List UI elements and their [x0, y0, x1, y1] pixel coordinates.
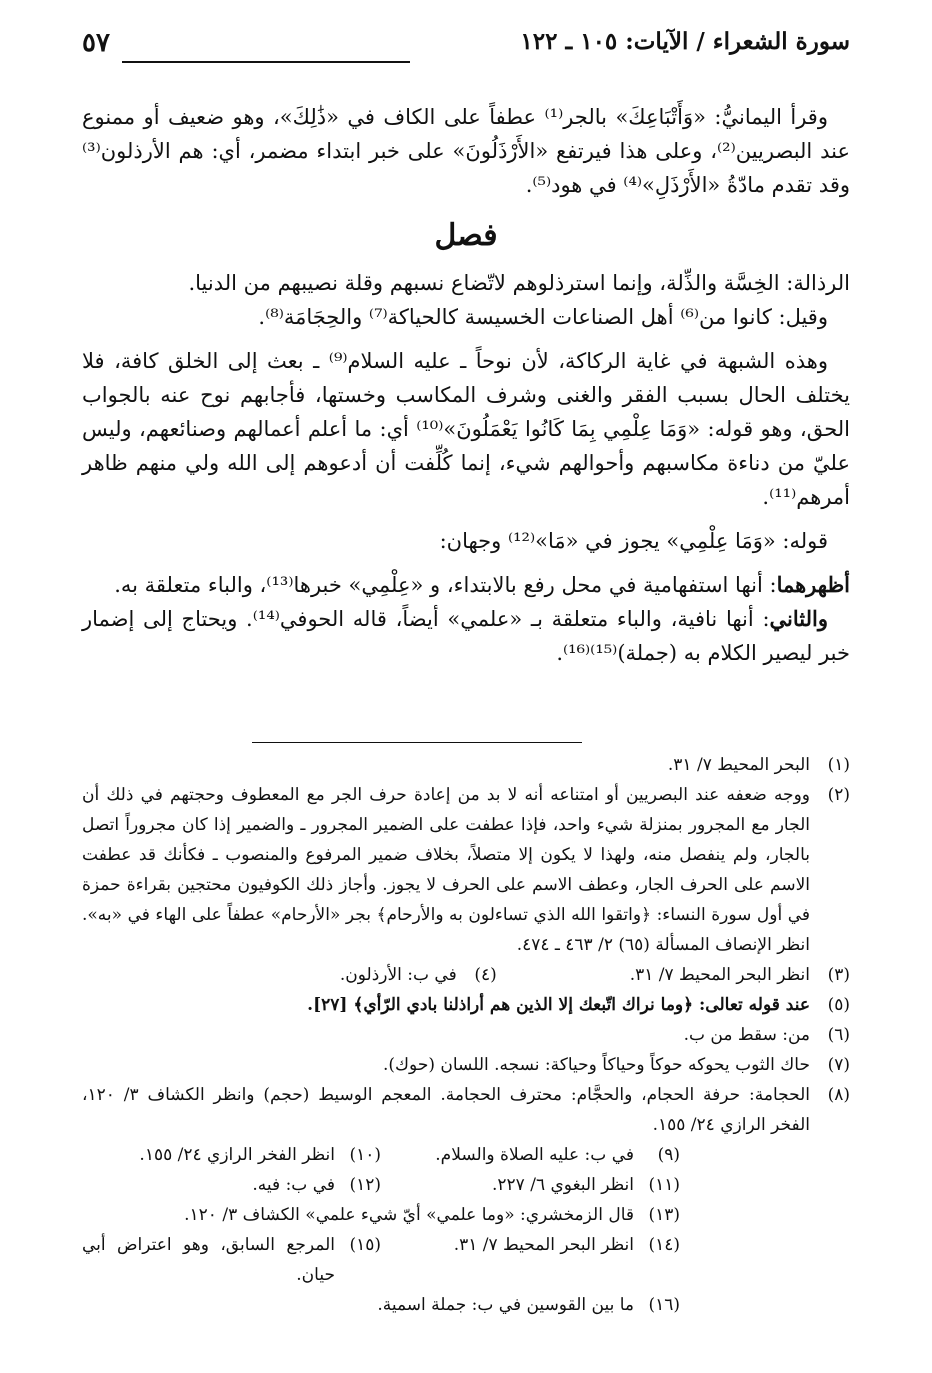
footnote-8: [82, 1080, 850, 1140]
page-number: ٥٧: [82, 28, 110, 58]
footnote-text: البحر المحيط ٧/ ٣١.: [667, 755, 810, 775]
running-header: [82, 28, 850, 68]
footnote-row-3-4: [82, 960, 850, 990]
footnote-number: (١٦): [648, 1295, 680, 1315]
footnote-number: (٥): [827, 995, 850, 1015]
footnote-number: (٦): [827, 1025, 850, 1045]
footnote-14: [381, 1230, 680, 1260]
footnote-text: عند قوله تعالى: ﴿وما نراك اتّبعك إلا الذين هم أراذلنا بادي الرّأي﴾ [٢٧].: [307, 995, 810, 1015]
footnote-row-16: [82, 1290, 850, 1320]
footnote-number: (٨): [827, 1085, 850, 1105]
term-adhharuhuma: أظهرهما: [776, 572, 850, 597]
footnote-16: [82, 1290, 680, 1320]
footnote-text: من: سقط من ب.: [683, 1025, 810, 1045]
footnote-text: انظر البحر المحيط ٧/ ٣١.: [453, 1235, 634, 1255]
footnote-text: ووجه ضعفه عند البصريين أو امتناعه أنه لا بد من إعادة حرف الجر مع المعطوف وحجتهم في ذلك أن الجار مع المجرور بمنزلة شيء واحد، فإذا عطفت على الضمير المجرور ـ والضمير إذا كان مجروراً اتصل بالجار، ولم ينفصل منه، ولهذا لا يكون إلا متصلاً، بخلاف ضمير المرفوع والمنصوب ـ فكأنك قد عطفت الاسم على الحرف الجار، وعطف الاسم على الحرف لا يجوز. وأجاز ذلك الكوفيون محتجين بقراءة حمزة في أول سورة النساء: ﴿واتقوا الله الذي تساءلون به والأرحام﴾ بجر «الأرحام» عطفاً على الهاء في «به». انظر الإنصاف المسألة (٦٥) ٢/ ٤٦٣ ـ ٤٧٤.: [82, 785, 810, 955]
footnote-text: حاك الثوب يحوكه حوكاً وحياكاً وحياكة: نسجه. اللسان (حوك).: [383, 1055, 810, 1075]
footnote-text: قال الزمخشري: «وما علمي» أيّ شيء علمي» الكشاف ٣/ ١٢٠.: [184, 1205, 634, 1225]
footnote-number: (١١): [648, 1175, 680, 1195]
section-heading: فصل: [434, 218, 498, 253]
header-rule: [122, 61, 410, 63]
paragraph-6: [82, 568, 850, 602]
footnote-number: (٤): [474, 965, 497, 985]
footnote-13: [82, 1200, 680, 1230]
footnote-11: [381, 1170, 680, 1200]
footnotes: [82, 750, 850, 1320]
footnote-text: في ب: فيه.: [252, 1175, 335, 1195]
running-title: سورة الشعراء / الآيات: ١٠٥ ـ ١٢٢: [520, 28, 850, 55]
footnote-15: [82, 1230, 381, 1290]
footnote-number: (١٣): [648, 1205, 680, 1225]
footnote-row-9-10: [82, 1140, 850, 1170]
footnote-number: (٧): [827, 1055, 850, 1075]
footnote-text: انظر الفخر الرازي ٢٤/ ١٥٥.: [139, 1145, 335, 1165]
footnote-row-11-12: [82, 1170, 850, 1200]
footnote-number: (٣): [827, 965, 850, 985]
footnote-number: (٢): [827, 785, 850, 805]
footnote-1: [82, 750, 850, 780]
paragraph-2: الرذالة: الخِسَّة والذِّلة، وإنما استرذلوهم لاتّضاع نسبهم وقلة نصيبهم من الدنيا.: [188, 271, 850, 295]
footnote-row-14-15: [82, 1230, 850, 1290]
footnote-10: [82, 1140, 381, 1170]
footnote-row-13: [82, 1200, 850, 1230]
footnote-4: [143, 960, 496, 990]
footnote-number: (١): [827, 755, 850, 775]
footnote-number: (١٥): [349, 1235, 381, 1255]
footnote-3: [497, 960, 850, 990]
footnote-text: في ب: عليه الصلاة والسلام.: [435, 1145, 634, 1165]
footnote-rule: [252, 742, 582, 743]
footnote-6: [82, 1020, 850, 1050]
footnote-7: [82, 1050, 850, 1080]
footnote-number: (١٠): [349, 1145, 381, 1165]
paragraph-7-text: : أنها نافية، والباء متعلقة بـ «علمي» أيضاً، قاله الحوفي⁽¹⁴⁾. ويحتاج إلى إضمار خبر ليصير الكلام به (جملة)⁽¹⁵⁾⁽¹⁶⁾.: [82, 607, 850, 665]
footnote-text: الحجامة: حرفة الحجام، والحجَّام: محترف الحجامة. المعجم الوسيط (حجم) وانظر الكشاف ٣/ ١٢٠، الفخر الرازي ٢٤/ ١٥٥.: [82, 1085, 810, 1135]
footnote-text: انظر البحر المحيط ٧/ ٣١.: [629, 965, 810, 985]
footnote-text: في ب: الأرذلون.: [339, 965, 457, 985]
footnote-number: (٩): [657, 1145, 680, 1165]
main-text: [82, 100, 850, 670]
footnote-text: انظر البغوي ٦/ ٢٢٧.: [491, 1175, 634, 1195]
footnote-12: [82, 1170, 381, 1200]
footnote-number: (١٤): [648, 1235, 680, 1255]
footnote-number: (١٢): [349, 1175, 381, 1195]
footnote-5: [82, 990, 850, 1020]
footnote-text: ما بين القوسين في ب: جملة اسمية.: [377, 1295, 634, 1315]
paragraph-1: وقرأ اليمانيُّ: «وَأَتْبَاعِكَ» بالجر⁽¹⁾ عطفاً على الكاف في «ذَٰلِكَ»، وهو ضعيف أو ممنوع عند البصريين⁽²⁾، وعلى هذا فيرتفع «الأَرْذَلُونَ» على خبر ابتداء مضمر، أي: هم الأرذلون⁽³⁾ وقد تقدم مادّةُ «الأَرْذَلِ»⁽⁴⁾ في هود⁽⁵⁾.: [82, 105, 850, 197]
paragraph-4: وهذه الشبهة في غاية الركاكة، لأن نوحاً ـ عليه السلام⁽⁹⁾ ـ بعث إلى الخلق كافة، فلا يختلف الحال بسبب الفقر والغنى وشرف المكاسب وخستها، فأجابهم نوح عنه بالجواب الحق، وهو قوله: «وَمَا عِلْمِي بِمَا كَانُوا يَعْمَلُونَ»⁽¹⁰⁾ أي: ما أعلم أعمالهم وصنائعهم، وليس عليّ من دناءة مكاسبهم وأحوالهم شيء، إنما كُلِّفت أن أدعوهم إلى الله ولي منهم ظاهر أمرهم⁽¹¹⁾.: [82, 349, 850, 509]
term-wa-al-thani: والثاني: [769, 606, 828, 631]
footnote-2: [82, 780, 850, 960]
paragraph-5: قوله: «وَمَا عِلْمِي» يجوز في «مَا»⁽¹²⁾ وجهان:: [439, 529, 828, 553]
footnote-text: المرجع السابق، وهو اعتراض أبي حيان.: [82, 1235, 335, 1285]
footnote-9: [381, 1140, 680, 1170]
paragraph-7: [82, 602, 850, 670]
paragraph-6-text: : أنها استفهامية في محل رفع بالابتداء، و «عِلْمِي» خبرها⁽¹³⁾، والباء متعلقة به.: [114, 573, 777, 597]
paragraph-3: وقيل: كانوا من⁽⁶⁾ أهل الصناعات الخسيسة كالحياكة⁽⁷⁾ والحِجَامَة⁽⁸⁾.: [258, 305, 828, 329]
